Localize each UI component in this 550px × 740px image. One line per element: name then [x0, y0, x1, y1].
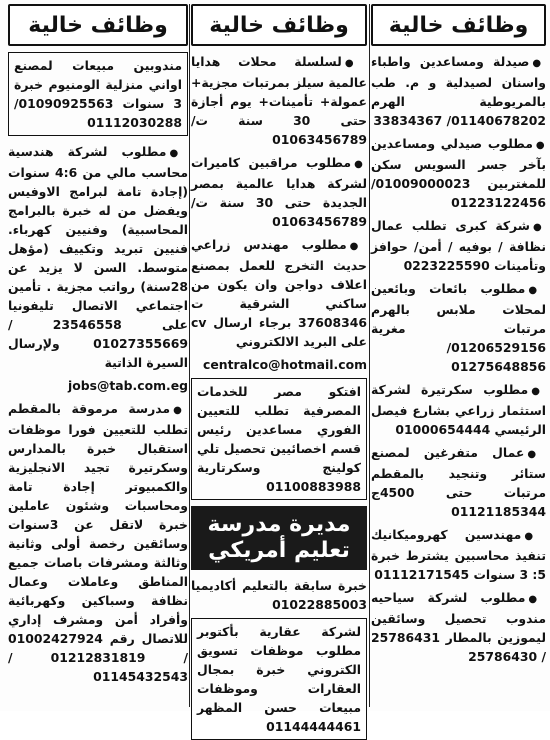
column-divider	[369, 4, 370, 707]
job-ad	[191, 235, 367, 351]
boxed-ad-text: مندوبين مبيعات لمصنع اواني منزلية الومنيوم خبرة 3 سنوات 01090925563/ 01112030288	[14, 58, 182, 130]
right-column	[371, 4, 546, 707]
bullet-icon: ●	[344, 58, 367, 69]
job-ad-text: مطلوب لشركة سياحيه مندوب تحصيل وسائقين ليموزين بالمطار 25786431 / 25786430	[371, 590, 546, 664]
bullet-icon: ●	[173, 405, 188, 416]
job-ad-text: خبرة سابقة بالتعليم أكاديميا 01022885003	[191, 578, 367, 612]
column-header-title: وظائف خالية	[388, 12, 529, 38]
boxed-ad	[191, 618, 367, 740]
bullet-icon: ●	[349, 241, 367, 252]
job-ad-text: مطلوب بائعات وبائعين لمحلات ملابس بالهرم مرتبات مغرية 01206529156/ 01275648856	[371, 281, 546, 374]
job-ad	[371, 380, 546, 439]
job-ad	[191, 153, 367, 231]
boxed-ad-text: لشركة عقارية بأكتوبر مطلوب موظفات تسويق الكتروني خبرة بمجال العقارات وموظفات مبيعات حسن المظهر 01144444461	[197, 624, 361, 734]
job-ad-text: لسلسلة محلات هدايا عالمية سيلز بمرتبات مجزية+ عمولة+ تأمينات+ يوم أجازة حتى 30 سنة ت/ 01063456789	[191, 54, 367, 147]
job-ad-text: مطلوب لشركة هندسية محاسب مالي من 4:6 سنوات (إجادة تامة لبرامج الاوفيس ويفضل من له خبرة بالبرامج المحاسبية) وفنيين كهرباء. فنيين تبريد وتكييف (مؤهل متوسط. السن لا يزيد عن 28سنة) رواتب مجزية . تأمين اجتماعي الاتصال تليفونيا على 23546558 / 01027355669 ولإرسال السيرة الذاتية	[8, 144, 189, 370]
bullet-icon: ●	[528, 285, 546, 296]
contact-email[interactable]: jobs@tab.com.eg	[67, 378, 188, 393]
boxed-ad	[8, 52, 188, 136]
column-header	[191, 4, 367, 46]
job-ad	[371, 588, 546, 666]
job-ad-text: مدرسة مرموقة بالمقطم تطلب للتعيين فورا موظفات استقبال خبرة بالمدارس وسكرتيرة تجيد الانجليزية والكمبيوتر إجادة تامة ومحاسبات وشئون عاملين خبرة لاتقل عن 3سنوات وسائقين رخصة أولى وثانية وثالثة ومشرفات باصات جميع المناطق وعاملات وعمال نظافة وسباكين وكهربائية وأفراد أمن ومشرف إداري للاتصال رقم 01002427924 / 01212831819 / 01145432543	[8, 401, 188, 684]
job-ad-text: عمال متفرغين لمصنع ستائر وتنجيد بالمقطم مرتبات حتى 4500ج 01121185344	[371, 445, 546, 519]
job-ad-text: مهندسين كهروميكانيك تنفيذ محاسبين يشترط خبرة 5: 3 سنوات 01112171545	[371, 527, 546, 582]
column-header-title: وظائف خالية	[28, 12, 168, 38]
bullet-icon: ●	[528, 594, 546, 605]
column-header-title: وظائف خالية	[209, 12, 349, 38]
bullet-icon: ●	[169, 148, 188, 159]
job-ad	[371, 134, 546, 212]
boxed-ad-text: افتكو مصر للخدمات المصرفية تطلب للتعيين الفوري مساعدين رئيس قسم اخصائيين تحصيل تلي كولينج وسكرتارية 01100883988	[197, 384, 361, 494]
job-ad	[371, 52, 546, 130]
contact-email[interactable]: centralco@hotmail.com	[203, 357, 367, 372]
column-divider	[189, 4, 190, 707]
job-ad-text: مطلوب صيدلي ومساعدين بآخر جسر السويس سكن للمغتربين 01009000023/ 01223122456	[371, 136, 546, 210]
bullet-icon: ●	[531, 386, 546, 397]
left-column	[8, 4, 188, 707]
bullet-icon: ●	[527, 449, 546, 460]
bullet-icon: ●	[532, 222, 546, 233]
highlight-box-text: مديرة مدرسة تعليم أمريكي	[207, 512, 351, 563]
highlight-box	[191, 506, 367, 570]
column-header	[371, 4, 546, 46]
job-ad	[371, 216, 546, 275]
bullet-icon: ●	[354, 159, 367, 170]
job-ad	[8, 142, 188, 372]
job-ad	[8, 399, 188, 686]
column-header	[8, 4, 188, 46]
middle-column	[191, 4, 367, 734]
boxed-ad	[191, 378, 367, 500]
job-ad	[371, 443, 546, 521]
job-ad-text: مطلوب مهندس زراعي حديث التخرج للعمل بمصنع اعلاف دواجن وان يكون من ساكني الشرقية ت 37608346 برجاء ارسال cv على البريد الالكتروني	[191, 237, 367, 349]
bullet-icon: ●	[524, 531, 546, 542]
job-ad-text: شركة كبرى تطلب عمال نظافة / بوفيه / أمن/ حوافز وتأمينات 0223225590	[371, 218, 546, 273]
job-ad	[371, 525, 546, 584]
bullet-icon: ●	[532, 58, 546, 69]
job-ad	[191, 52, 367, 149]
job-ad-text: مطلوب سكرتيرة لشركة استثمار زراعي بشارع فيصل الرئيسي 01000654444	[371, 382, 546, 437]
bullet-icon: ●	[535, 140, 546, 151]
job-ad-text: صيدلة ومساعدين واطباء واسنان لصيدلية و م. طب بالمريوطية الهرم 01140678202/ 33834367	[371, 54, 546, 128]
job-ad	[371, 279, 546, 376]
job-ad-text: مطلوب مراقبين كاميرات لشركة هدايا عالمية بمصر الجديدة حتى 30 سنة ت/ 01063456789	[191, 155, 367, 229]
